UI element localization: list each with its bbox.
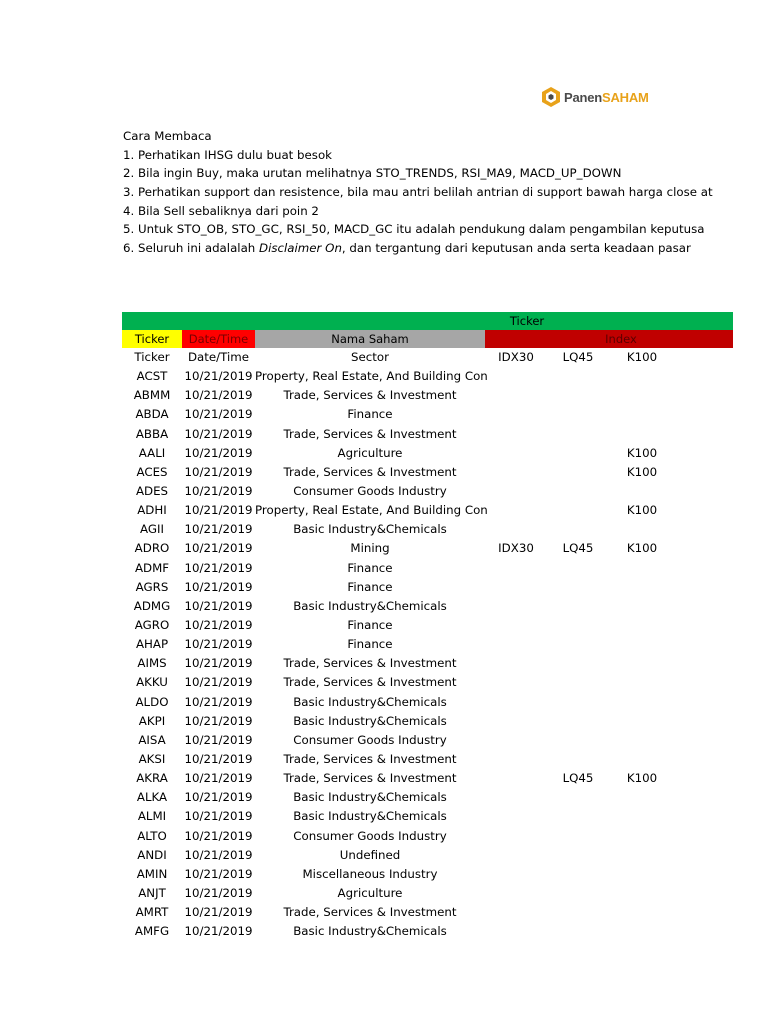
cell-lq45: [547, 750, 609, 769]
cell-ticker: AGRS: [135, 579, 169, 594]
cell-date: 10/21/2019: [184, 771, 253, 786]
cell-idx30: [485, 884, 547, 903]
table-row: [122, 769, 733, 788]
cell-idx30: [485, 788, 547, 807]
cell-lq45: [547, 731, 609, 750]
table-row: [122, 520, 733, 539]
cell-sector: Consumer Goods Industry: [293, 828, 447, 843]
table-row: [122, 827, 733, 846]
cell-k100: [609, 903, 675, 922]
cell-lq45: [547, 482, 609, 501]
cell-k100: [609, 807, 675, 826]
table-row: [122, 444, 733, 463]
table-row: [122, 673, 733, 692]
cell-date: 10/21/2019: [184, 790, 253, 805]
cell-k100: [609, 827, 675, 846]
cell-lq45: [547, 846, 609, 865]
cell-idx30: [485, 616, 547, 635]
cell-lq45: [547, 578, 609, 597]
cell-idx30: [485, 367, 547, 386]
cell-lq45: [547, 807, 609, 826]
cell-date: 10/21/2019: [184, 847, 253, 862]
cell-ticker: ADES: [135, 483, 169, 498]
cell-ticker: AGRO: [134, 617, 170, 632]
cell-sector: Basic Industry&Chemicals: [293, 694, 447, 709]
table-row: [122, 501, 733, 520]
cell-lq45: [547, 520, 609, 539]
cell-lq45: [547, 425, 609, 444]
cell-ticker: AMFG: [134, 924, 170, 939]
cell-sector: Trade, Services & Investment: [283, 751, 457, 766]
cell-lq45: [547, 597, 609, 616]
table-row: [122, 654, 733, 673]
cell-date: 10/21/2019: [184, 905, 253, 920]
cell-sector: Finance: [347, 407, 393, 422]
cell-date: 10/21/2019: [184, 522, 253, 537]
instruction-line-1: 1. Perhatikan IHSG dulu buat besok: [123, 147, 332, 162]
cell-k100: K100: [626, 771, 658, 786]
cell-ticker: ADHI: [137, 503, 167, 518]
cell-k100: [609, 405, 675, 424]
cell-lq45: [547, 501, 609, 520]
table-row: [122, 750, 733, 769]
cell-idx30: [485, 654, 547, 673]
cell-k100: [609, 367, 675, 386]
cell-sector: Finance: [347, 579, 393, 594]
instruction-line-4: 4. Bila Sell sebaliknya dari poin 2: [123, 203, 319, 218]
cell-sector: Basic Industry&Chemicals: [293, 598, 447, 613]
subheader-idx30: IDX30: [498, 350, 534, 364]
cell-k100: [609, 654, 675, 673]
cell-idx30: [485, 578, 547, 597]
cell-sector: Basic Industry&Chemicals: [293, 713, 447, 728]
table-row: [122, 367, 733, 386]
cell-k100: [609, 386, 675, 405]
cell-sector: Basic Industry&Chemicals: [293, 809, 447, 824]
column-header-row: [122, 330, 733, 348]
cell-sector: Finance: [347, 637, 393, 652]
instruction-6-prefix: 6. Seluruh ini adalalah: [123, 241, 260, 256]
cell-k100: [609, 635, 675, 654]
cell-sector: Consumer Goods Industry: [293, 732, 447, 747]
subheader-row: [122, 348, 733, 367]
cell-sector: Finance: [347, 617, 393, 632]
cell-lq45: [547, 693, 609, 712]
table-row: [122, 597, 733, 616]
cell-idx30: [485, 750, 547, 769]
table-body: [122, 367, 733, 941]
cell-ticker: ALKA: [136, 790, 168, 805]
cell-ticker: ALDO: [135, 694, 169, 709]
cell-ticker: ADMF: [134, 560, 170, 575]
cell-lq45: [547, 865, 609, 884]
cell-date: 10/21/2019: [184, 483, 253, 498]
cell-k100: [609, 520, 675, 539]
cell-ticker: ACST: [136, 369, 168, 384]
instructions-heading: Cara Membaca: [123, 129, 212, 143]
cell-idx30: [485, 463, 547, 482]
cell-lq45: [547, 463, 609, 482]
cell-sector: Trade, Services & Investment: [283, 426, 457, 441]
cell-k100: [609, 425, 675, 444]
cell-idx30: [485, 903, 547, 922]
cell-sector: Trade, Services & Investment: [283, 771, 457, 786]
cell-date: 10/21/2019: [184, 637, 253, 652]
subheader-lq45: LQ45: [562, 350, 594, 364]
subheader-ticker: Ticker: [134, 350, 170, 364]
cell-ticker: AKKU: [136, 675, 168, 690]
cell-date: 10/21/2019: [184, 924, 253, 939]
cell-date: 10/21/2019: [184, 369, 253, 384]
cell-k100: [609, 846, 675, 865]
cell-k100: [609, 922, 675, 941]
brand-part-1: Panen: [564, 89, 603, 105]
cell-ticker: AMRT: [135, 905, 169, 920]
cell-idx30: [485, 520, 547, 539]
cell-idx30: [485, 846, 547, 865]
cell-date: 10/21/2019: [184, 579, 253, 594]
cell-ticker: ALTO: [137, 828, 167, 843]
cell-sector: Trade, Services & Investment: [283, 905, 457, 920]
ticker-group-header: [122, 312, 733, 330]
table-row: [122, 846, 733, 865]
instruction-line-5: 5. Untuk STO_OB, STO_GC, RSI_50, MACD_GC itu adalah pendukung dalam pengambilan keputusa: [123, 222, 705, 237]
cell-idx30: IDX30: [498, 541, 534, 556]
cell-idx30: [485, 482, 547, 501]
cell-sector: Basic Industry&Chemicals: [293, 522, 447, 537]
table-row: [122, 807, 733, 826]
cell-k100: [609, 884, 675, 903]
cell-k100: [609, 616, 675, 635]
cell-date: 10/21/2019: [184, 713, 253, 728]
cell-date: 10/21/2019: [184, 809, 253, 824]
group-header-row: [122, 312, 733, 330]
cell-k100: [609, 712, 675, 731]
cell-sector: Property, Real Estate, And Building Con: [255, 369, 488, 384]
subheader-sector: Sector: [351, 350, 389, 364]
cell-sector: Agriculture: [337, 445, 403, 460]
table-row: [122, 463, 733, 482]
cell-lq45: LQ45: [562, 771, 594, 786]
cell-date: 10/21/2019: [184, 885, 253, 900]
table-row: [122, 712, 733, 731]
cell-lq45: [547, 788, 609, 807]
table-row: [122, 405, 733, 424]
table-row: [122, 482, 733, 501]
cell-idx30: [485, 405, 547, 424]
cell-ticker: AHAP: [135, 637, 169, 652]
subheader-date: Date/Time: [187, 350, 250, 364]
cell-sector: Miscellaneous Industry: [302, 866, 438, 881]
cell-date: 10/21/2019: [184, 828, 253, 843]
cell-ticker: AMIN: [136, 866, 168, 881]
cell-lq45: [547, 903, 609, 922]
cell-ticker: ADMG: [133, 598, 171, 613]
instruction-line-3: 3. Perhatikan support dan resistence, bila mau antri belilah antrian di support bawah harga close at: [123, 185, 713, 200]
table-row: [122, 559, 733, 578]
group-label: Ticker: [509, 314, 545, 328]
cell-date: 10/21/2019: [184, 694, 253, 709]
cell-k100: [609, 693, 675, 712]
cell-ticker: ANDI: [137, 847, 167, 862]
cell-ticker: AALI: [138, 445, 166, 460]
cell-k100: [609, 578, 675, 597]
cell-idx30: [485, 425, 547, 444]
table-row: [122, 731, 733, 750]
table-row: [122, 616, 733, 635]
cell-sector: Consumer Goods Industry: [293, 483, 447, 498]
cell-date: 10/21/2019: [184, 617, 253, 632]
cell-idx30: [485, 635, 547, 654]
cell-k100: K100: [626, 445, 658, 460]
cell-idx30: [485, 807, 547, 826]
cell-lq45: [547, 405, 609, 424]
cell-ticker: AKSI: [138, 751, 166, 766]
cell-idx30: [485, 386, 547, 405]
cell-sector: Mining: [350, 541, 390, 556]
cell-ticker: ABMM: [133, 388, 171, 403]
cell-lq45: [547, 559, 609, 578]
hexagon-logo-icon: [540, 86, 562, 108]
instructions-block: [123, 127, 768, 258]
cell-date: 10/21/2019: [184, 541, 253, 556]
header-index-label: Index: [605, 332, 637, 346]
cell-date: 10/21/2019: [184, 732, 253, 747]
cell-lq45: [547, 884, 609, 903]
cell-lq45: [547, 386, 609, 405]
cell-k100: K100: [626, 541, 658, 556]
cell-k100: [609, 482, 675, 501]
cell-date: 10/21/2019: [184, 675, 253, 690]
cell-k100: [609, 750, 675, 769]
cell-ticker: ANJT: [138, 885, 166, 900]
cell-idx30: [485, 673, 547, 692]
cell-ticker: AIMS: [137, 656, 167, 671]
cell-lq45: LQ45: [562, 541, 594, 556]
cell-ticker: ABDA: [135, 407, 169, 422]
table-row: [122, 425, 733, 444]
cell-sector: Trade, Services & Investment: [283, 656, 457, 671]
cell-ticker: AKPI: [138, 713, 166, 728]
cell-lq45: [547, 444, 609, 463]
table-row: [122, 865, 733, 884]
cell-lq45: [547, 367, 609, 386]
cell-date: 10/21/2019: [184, 464, 253, 479]
cell-idx30: [485, 597, 547, 616]
cell-ticker: ABBA: [135, 426, 169, 441]
cell-lq45: [547, 922, 609, 941]
brand-name: [564, 90, 649, 105]
table-row: [122, 788, 733, 807]
cell-sector: Trade, Services & Investment: [283, 464, 457, 479]
table-row: [122, 693, 733, 712]
table-row: [122, 884, 733, 903]
instruction-6-suffix: , dan tergantung dari keputusan anda serta keadaan pasar: [341, 241, 691, 256]
cell-ticker: AGII: [140, 522, 164, 537]
cell-idx30: [485, 769, 547, 788]
cell-sector: Trade, Services & Investment: [283, 388, 457, 403]
instruction-line-2: 2. Bila ingin Buy, maka urutan melihatnya STO_TRENDS, RSI_MA9, MACD_UP_DOWN: [123, 166, 622, 181]
cell-k100: K100: [626, 503, 658, 518]
cell-lq45: [547, 827, 609, 846]
cell-date: 10/21/2019: [184, 560, 253, 575]
cell-ticker: ADRO: [134, 541, 170, 556]
cell-date: 10/21/2019: [184, 445, 253, 460]
table-row: [122, 578, 733, 597]
cell-date: 10/21/2019: [184, 407, 253, 422]
cell-lq45: [547, 654, 609, 673]
cell-k100: [609, 673, 675, 692]
cell-sector: Trade, Services & Investment: [283, 675, 457, 690]
cell-sector: Finance: [347, 560, 393, 575]
table-row: [122, 903, 733, 922]
cell-idx30: [485, 444, 547, 463]
panensaham-logo: [540, 86, 649, 108]
table-row: [122, 922, 733, 941]
header-date: Date/Time: [182, 330, 255, 348]
table-row: [122, 386, 733, 405]
brand-part-2: SAHAM: [602, 89, 649, 105]
header-index: [485, 330, 733, 348]
cell-idx30: [485, 922, 547, 941]
cell-lq45: [547, 673, 609, 692]
subheader-k100: K100: [626, 350, 658, 364]
cell-k100: [609, 731, 675, 750]
cell-ticker: AKRA: [136, 771, 168, 786]
cell-ticker: ACES: [136, 464, 168, 479]
cell-k100: K100: [626, 464, 658, 479]
cell-idx30: [485, 712, 547, 731]
cell-k100: [609, 788, 675, 807]
stock-table: [122, 312, 733, 941]
cell-date: 10/21/2019: [184, 388, 253, 403]
cell-idx30: [485, 501, 547, 520]
cell-lq45: [547, 712, 609, 731]
cell-idx30: [485, 865, 547, 884]
cell-idx30: [485, 559, 547, 578]
instruction-line-6: [123, 239, 768, 258]
cell-k100: [609, 559, 675, 578]
cell-idx30: [485, 693, 547, 712]
cell-ticker: ALMI: [137, 809, 167, 824]
table-row: [122, 539, 733, 558]
cell-date: 10/21/2019: [184, 426, 253, 441]
cell-sector: Basic Industry&Chemicals: [293, 790, 447, 805]
cell-sector: Property, Real Estate, And Building Con: [255, 503, 488, 518]
cell-date: 10/21/2019: [184, 503, 253, 518]
cell-date: 10/21/2019: [184, 866, 253, 881]
cell-idx30: [485, 731, 547, 750]
disclaimer-text: Disclaimer On: [259, 241, 342, 256]
cell-idx30: [485, 827, 547, 846]
cell-sector: Agriculture: [337, 885, 403, 900]
cell-lq45: [547, 616, 609, 635]
cell-lq45: [547, 635, 609, 654]
cell-sector: Basic Industry&Chemicals: [293, 924, 447, 939]
cell-date: 10/21/2019: [184, 656, 253, 671]
cell-k100: [609, 865, 675, 884]
header-ticker: Ticker: [122, 330, 182, 348]
header-nama-saham: Nama Saham: [255, 330, 485, 348]
cell-date: 10/21/2019: [184, 751, 253, 766]
table-row: [122, 635, 733, 654]
cell-sector: Undefined: [339, 847, 401, 862]
cell-date: 10/21/2019: [184, 598, 253, 613]
cell-k100: [609, 597, 675, 616]
cell-ticker: AISA: [138, 732, 166, 747]
